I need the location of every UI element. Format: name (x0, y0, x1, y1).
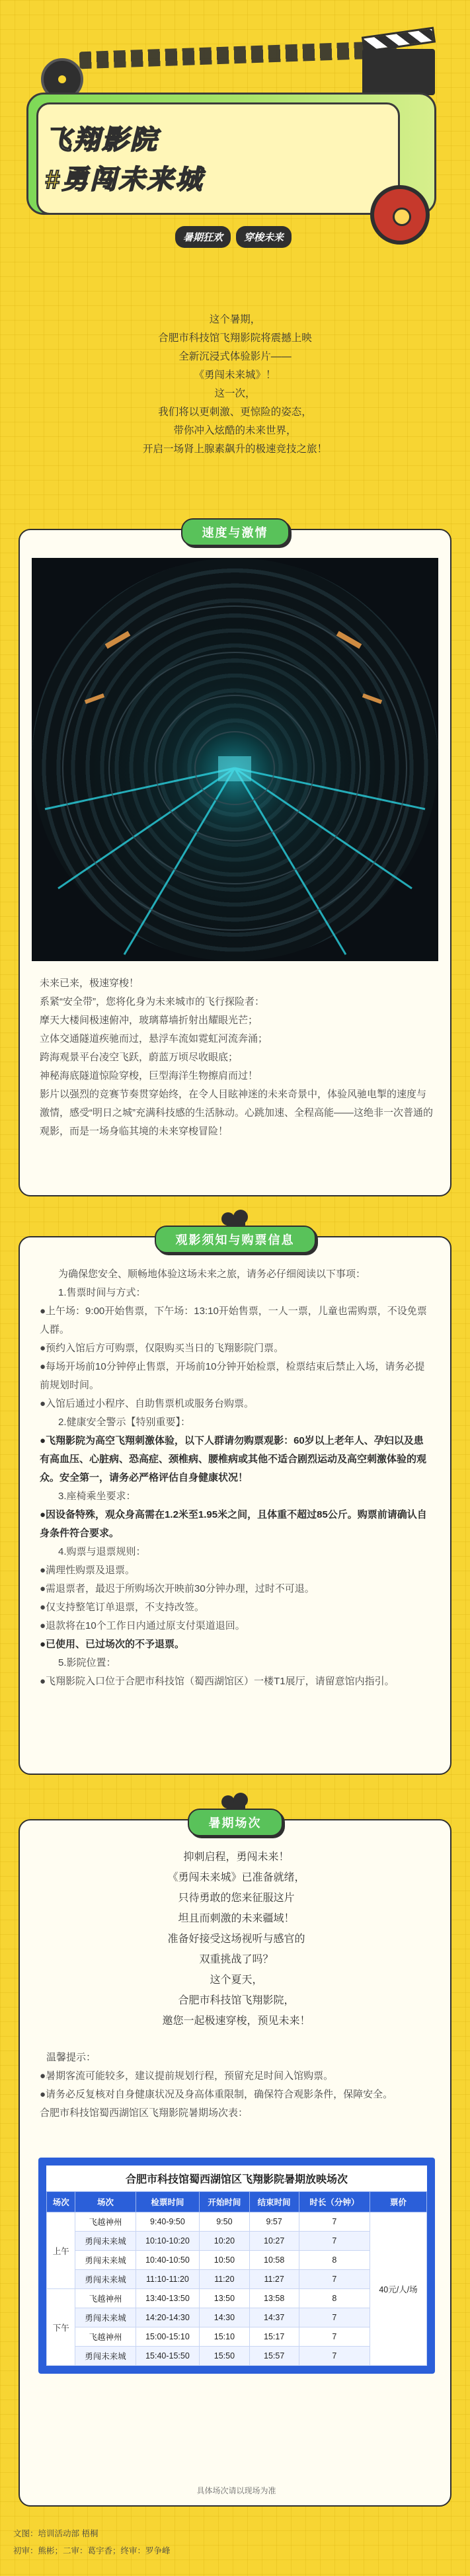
clapperboard-icon (362, 32, 435, 98)
cell-start: 11:20 (200, 2270, 249, 2289)
notice-item: ●仅支持整笔订单退票，不支持改签。 (40, 1602, 205, 1613)
schedule-table-grid (46, 2191, 427, 2366)
intro-line: 我们将以更刺激、更惊险的姿态， (158, 407, 312, 418)
table-header-row (47, 2192, 427, 2212)
paragraph: 影片以强烈的竞赛节奏贯穿始终，在令人目眩神迷的未来奇景中，体验风驰电掣的速度与激情，感受“明日之城”充满科技感的生活脉动。心跳加速、全程高能——这绝非一次普通的观影，而是一场身临其境的未来穿梭冒险！ (40, 1089, 433, 1137)
schedule-intro (20, 1847, 453, 2031)
notice-item: ●预约入馆后方可购票，仅限购买当日的飞翔影院门票。 (40, 1343, 284, 1354)
schedule-tips (40, 2049, 433, 2123)
cell-dur: 7 (299, 2212, 370, 2232)
film-roll-icon (370, 185, 430, 245)
paragraph: 系紧“安全带”，您将化身为未来城市的飞行探险者： (40, 996, 264, 1007)
notice-item: ●上午场：9:00开始售票，下午场：13:10开始售票，一人一票，儿童也需购票，不设免票人群。 (40, 1306, 427, 1335)
cell-dur: 8 (299, 2289, 370, 2308)
notice-item: 5.影院位置： (58, 1657, 116, 1668)
cell-film: 勇闯未来城 (75, 2308, 136, 2327)
col-price: 票价 (370, 2192, 427, 2212)
tunnel-lights (32, 558, 438, 961)
cell-dur: 7 (299, 2308, 370, 2327)
schedule-intro-line: 坦且而刺激的未来疆域！ (178, 1913, 295, 1924)
section-schedule (19, 1816, 451, 2507)
col-start-time: 开始时间 (200, 2192, 249, 2212)
paragraph: 神秘海底隧道惊险穿梭，巨型海洋生物擦肩而过！ (40, 1070, 258, 1081)
footer-credits: 文图：培训活动部 梧桐 (13, 2529, 98, 2538)
tag-summer: 暑期狂欢 (175, 226, 231, 248)
footer (13, 2525, 457, 2559)
cell-check: 9:40-9:50 (136, 2212, 200, 2232)
section-schedule-title: 暑期场次 (188, 1809, 283, 1836)
table-row (47, 2327, 427, 2347)
schedule-intro-line: 合肥市科技馆飞翔影院， (178, 1995, 295, 2006)
section-speed-title: 速度与激情 (181, 518, 290, 546)
schedule-intro-line: 这个夏天， (210, 1974, 263, 1986)
schedule-intro-line: 《勇闯未来城》已准备就绪， (167, 1872, 305, 1883)
intro-line: 全新沉浸式体验影片—— (178, 351, 292, 362)
table-row (47, 2347, 427, 2366)
cell-period: 下午 (47, 2289, 75, 2366)
cell-film: 勇闯未来城 (75, 2270, 136, 2289)
notice-item: ●满理性购票及退票。 (40, 1565, 136, 1576)
footer-reviewers: 初审：熊彬；二审：葛宇香；终审：罗争峰 (13, 2546, 171, 2556)
intro-line: 带你冲入炫酷的未来世界， (173, 425, 297, 436)
cell-film: 勇闯未来城 (75, 2347, 136, 2366)
cell-film: 飞越神州 (75, 2289, 136, 2308)
cell-start: 9:50 (200, 2212, 249, 2232)
cell-dur: 7 (299, 2270, 370, 2289)
tunnel-image (32, 558, 438, 961)
intro-line: 这一次， (214, 388, 256, 399)
notice-item: 1.售票时间与方式： (58, 1287, 146, 1298)
schedule-intro-line: 邀您一起极速穿梭，预见未来！ (162, 2015, 311, 2027)
cell-dur: 7 (299, 2347, 370, 2366)
notice-item: ●飞翔影院为高空飞翔刺激体验，以下人群请勿购票观影：60岁以上老年人、孕妇以及患有高血压、心脏病、恐高症、颈椎病、腰椎病或其他不适合剧烈运动及高空刺激体验的观众。安全第一，请务必严格评估自身健康状况！ (40, 1435, 427, 1483)
paragraph: 跨海观景平台凌空飞跃，蔚蓝万顷尽收眼底； (40, 1052, 239, 1063)
schedule-table-title: 合肥市科技馆蜀西湖馆区飞翔影院暑期放映场次 (46, 2166, 427, 2191)
intro-line: 这个暑期， (209, 314, 261, 325)
notice-item: 3.座椅乘坐要求： (58, 1491, 136, 1502)
cell-end: 11:27 (249, 2270, 299, 2289)
header-tags (175, 226, 292, 248)
cell-end: 15:17 (249, 2327, 299, 2347)
notice-item: ●退款将在10个工作日内通过原支付渠道退回。 (40, 1620, 245, 1631)
cell-end: 9:57 (249, 2212, 299, 2232)
cell-check: 14:20-14:30 (136, 2308, 200, 2327)
notice-item: 4.购票与退票规则： (58, 1546, 146, 1557)
section-speed (19, 526, 451, 1196)
notice-item: 2.健康安全警示【特别重要】： (58, 1417, 191, 1428)
cell-film: 飞越神州 (75, 2327, 136, 2347)
cell-start: 15:50 (200, 2347, 249, 2366)
cell-end: 10:58 (249, 2251, 299, 2270)
cell-end: 10:27 (249, 2232, 299, 2251)
table-row (47, 2212, 427, 2232)
table-row (47, 2270, 427, 2289)
tip-item: ●请务必反复核对自身健康状况及身高体重限制，确保符合观影条件，保障安全。 (40, 2089, 393, 2100)
cell-check: 15:00-15:10 (136, 2327, 200, 2347)
cell-check: 10:40-10:50 (136, 2251, 200, 2270)
cell-start: 13:50 (200, 2289, 249, 2308)
cell-film: 勇闯未来城 (75, 2251, 136, 2270)
schedule-body (47, 2212, 427, 2366)
schedule-intro-line: 双重挑战了吗？ (199, 1954, 274, 1965)
col-period: 场次 (47, 2192, 75, 2212)
schedule-intro-line: 抑刺启程，勇闯未来！ (183, 1852, 290, 1863)
cell-end: 14:37 (249, 2308, 299, 2327)
notice-item: ●因设备特殊，观众身高需在1.2米至1.95米之间，且体重不超过85公斤。购票前请确认自身条件符合要求。 (40, 1509, 427, 1539)
header-title-line2: #勇闯未来城 (45, 165, 204, 194)
col-check-time: 检票时间 (136, 2192, 200, 2212)
schedule-caption: 合肥市科技馆蜀西湖馆区飞翔影院暑期场次表： (40, 2107, 249, 2119)
cell-dur: 7 (299, 2327, 370, 2347)
col-duration: 时长（分钟） (299, 2192, 370, 2212)
paragraph: 未来已来，极速穿梭！ (40, 978, 139, 989)
cell-start: 10:20 (200, 2232, 249, 2251)
cell-check: 13:40-13:50 (136, 2289, 200, 2308)
cell-check: 11:10-11:20 (136, 2270, 200, 2289)
film-strip-decoration (79, 41, 397, 69)
cell-start: 14:30 (200, 2308, 249, 2327)
cell-period: 上午 (47, 2212, 75, 2289)
notice-item: ●已使用、已过场次的不予退票。 (40, 1639, 185, 1650)
schedule-table (38, 2158, 435, 2374)
cell-check: 15:40-15:50 (136, 2347, 200, 2366)
header-title-line1: 飞翔影院 (45, 126, 159, 155)
section-notice-body (40, 1265, 433, 1691)
cell-end: 13:58 (249, 2289, 299, 2308)
tip-item: ●暑期客流可能较多，建议提前规划行程，预留充足时间入馆购票。 (40, 2070, 334, 2082)
intro-line: 合肥市科技馆飞翔影院将震撼上映 (158, 332, 312, 344)
paragraph: 立体交通隧道疾驰而过，悬浮车流如霓虹河流奔涌； (40, 1033, 268, 1044)
cell-start: 15:10 (200, 2327, 249, 2347)
tag-future: 穿梭未来 (236, 226, 292, 248)
cell-dur: 7 (299, 2232, 370, 2251)
notice-intro: 为确保您安全、顺畅地体验这场未来之旅，请务必仔细阅读以下事项： (58, 1268, 366, 1280)
intro-text (40, 311, 430, 459)
col-end-time: 结束时间 (249, 2192, 299, 2212)
cell-dur: 8 (299, 2251, 370, 2270)
schedule-intro-line: 只待勇敢的您来征服这片 (178, 1893, 295, 1904)
notice-item: ●每场开场前10分钟停止售票，开场前10分钟开始检票，检票结束后禁止入场，请务必提前规划时间。 (40, 1361, 425, 1391)
section-notice-title: 观影须知与购票信息 (155, 1226, 316, 1253)
notice-items (40, 1284, 433, 1691)
cell-end: 15:57 (249, 2347, 299, 2366)
cell-price: 40元/人/场 (370, 2212, 427, 2366)
table-row (47, 2289, 427, 2308)
table-row (47, 2251, 427, 2270)
cell-film: 勇闯未来城 (75, 2232, 136, 2251)
table-row (47, 2308, 427, 2327)
paragraph: 摩天大楼间极速俯冲，玻璃幕墙折射出耀眼光芒； (40, 1015, 258, 1026)
notice-item: ●入馆后通过小程序、自助售票机或服务台购票。 (40, 1398, 255, 1409)
notice-item: ●飞翔影院入口位于合肥市科技馆（蜀西湖馆区）一楼T1展厅，请留意馆内指引。 (40, 1676, 395, 1687)
section-notice (19, 1233, 451, 1775)
intro-line: 开启一场肾上腺素飙升的极速竞技之旅！ (142, 444, 327, 455)
schedule-intro-line: 准备好接受这场视听与感官的 (167, 1933, 305, 1945)
cell-film: 飞越神州 (75, 2212, 136, 2232)
cell-check: 10:10-10:20 (136, 2232, 200, 2251)
col-film: 场次 (75, 2192, 136, 2212)
notice-item: ●需退票者，最迟于所购场次开映前30分钟办理，过时不可退。 (40, 1583, 315, 1594)
table-note: 具体场次请以现场为准 (196, 2486, 276, 2495)
tips-title: 温馨提示： (46, 2052, 97, 2063)
table-row (47, 2232, 427, 2251)
cell-start: 10:50 (200, 2251, 249, 2270)
section-speed-body (40, 974, 433, 1141)
intro-line: 《勇闯未来城》！ (194, 370, 276, 381)
